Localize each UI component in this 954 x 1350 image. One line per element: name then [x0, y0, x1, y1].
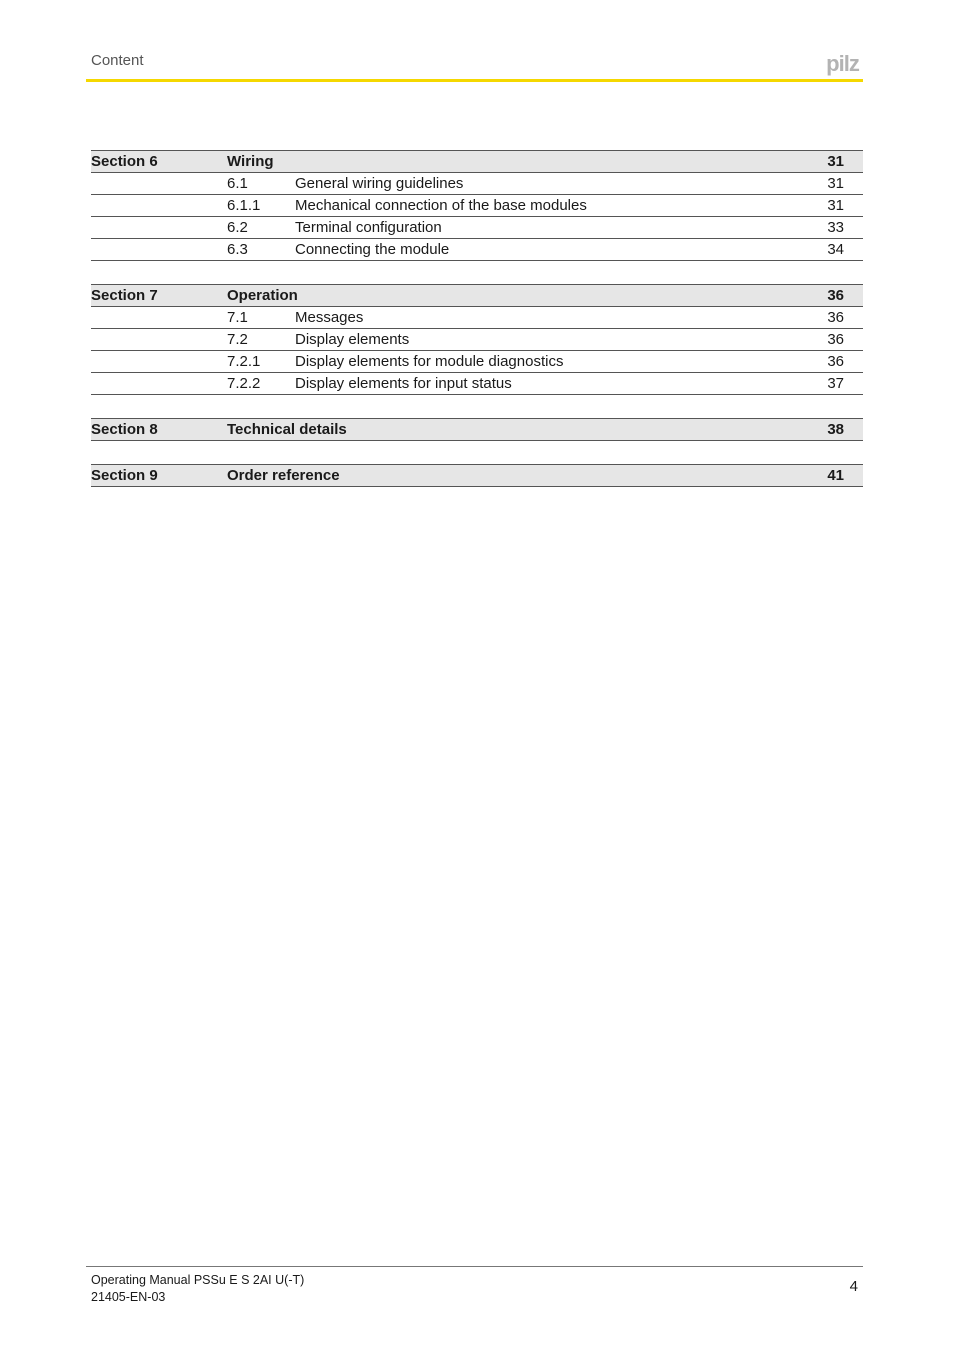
entry-page: 36 — [827, 309, 844, 326]
toc-section-8 — [91, 418, 863, 441]
section-heading[interactable] — [91, 284, 863, 307]
entry-page: 31 — [827, 197, 844, 214]
entry-page: 33 — [827, 219, 844, 236]
section-title: Wiring — [227, 153, 274, 170]
section-page: 31 — [827, 153, 844, 170]
toc-section-7 — [91, 284, 863, 395]
table-of-contents — [91, 150, 863, 510]
entry-title: Connecting the module — [295, 241, 450, 258]
section-title: Operation — [227, 287, 298, 304]
entry-page: 34 — [827, 241, 844, 258]
header-rule — [86, 79, 863, 82]
entry-title: Display elements for module diagnostics — [295, 353, 564, 370]
section-title: Technical details — [227, 421, 347, 438]
toc-entry[interactable] — [91, 351, 863, 373]
entry-page: 36 — [827, 331, 844, 348]
entry-page: 36 — [827, 353, 844, 370]
toc-entry[interactable] — [91, 195, 863, 217]
entry-number: 6.1.1 — [227, 197, 261, 214]
section-label: Section 6 — [91, 153, 158, 170]
section-label: Section 9 — [91, 467, 158, 484]
toc-section-6 — [91, 150, 863, 261]
section-heading[interactable] — [91, 418, 863, 441]
entry-title: Terminal configuration — [295, 219, 442, 236]
section-label: Section 7 — [91, 287, 158, 304]
section-title: Order reference — [227, 467, 340, 484]
entry-page: 31 — [827, 175, 844, 192]
section-page: 36 — [827, 287, 844, 304]
entry-number: 7.2.2 — [227, 375, 261, 392]
pilz-logo — [821, 51, 864, 77]
entry-title: Mechanical connection of the base modules — [295, 197, 587, 214]
toc-entry[interactable] — [91, 173, 863, 195]
toc-entry[interactable] — [91, 307, 863, 329]
entry-page: 37 — [827, 375, 844, 392]
footer-manual-title: Operating Manual PSSu E S 2AI U(-T) — [91, 1273, 305, 1287]
section-page: 41 — [827, 467, 844, 484]
entry-number: 6.1 — [227, 175, 248, 192]
logo-text: pilz — [826, 51, 859, 76]
toc-section-9 — [91, 464, 863, 487]
toc-entry[interactable] — [91, 239, 863, 261]
page-number: 4 — [849, 1278, 858, 1295]
entry-title: Display elements for input status — [295, 375, 512, 392]
entry-number: 6.2 — [227, 219, 248, 236]
toc-entry[interactable] — [91, 217, 863, 239]
entry-title: Display elements — [295, 331, 410, 348]
entry-number: 7.2.1 — [227, 353, 261, 370]
section-heading[interactable] — [91, 464, 863, 487]
entry-number: 7.1 — [227, 309, 248, 326]
section-heading[interactable] — [91, 150, 863, 173]
toc-entry[interactable] — [91, 329, 863, 351]
entry-title: Messages — [295, 309, 364, 326]
entry-number: 6.3 — [227, 241, 248, 258]
section-page: 38 — [827, 421, 844, 438]
toc-entry[interactable] — [91, 373, 863, 395]
entry-number: 7.2 — [227, 331, 248, 348]
footer-doc-id: 21405-EN-03 — [91, 1290, 166, 1304]
entry-title: General wiring guidelines — [295, 175, 464, 192]
footer-rule — [86, 1266, 863, 1267]
section-label: Section 8 — [91, 421, 158, 438]
header-label: Content — [91, 52, 144, 69]
